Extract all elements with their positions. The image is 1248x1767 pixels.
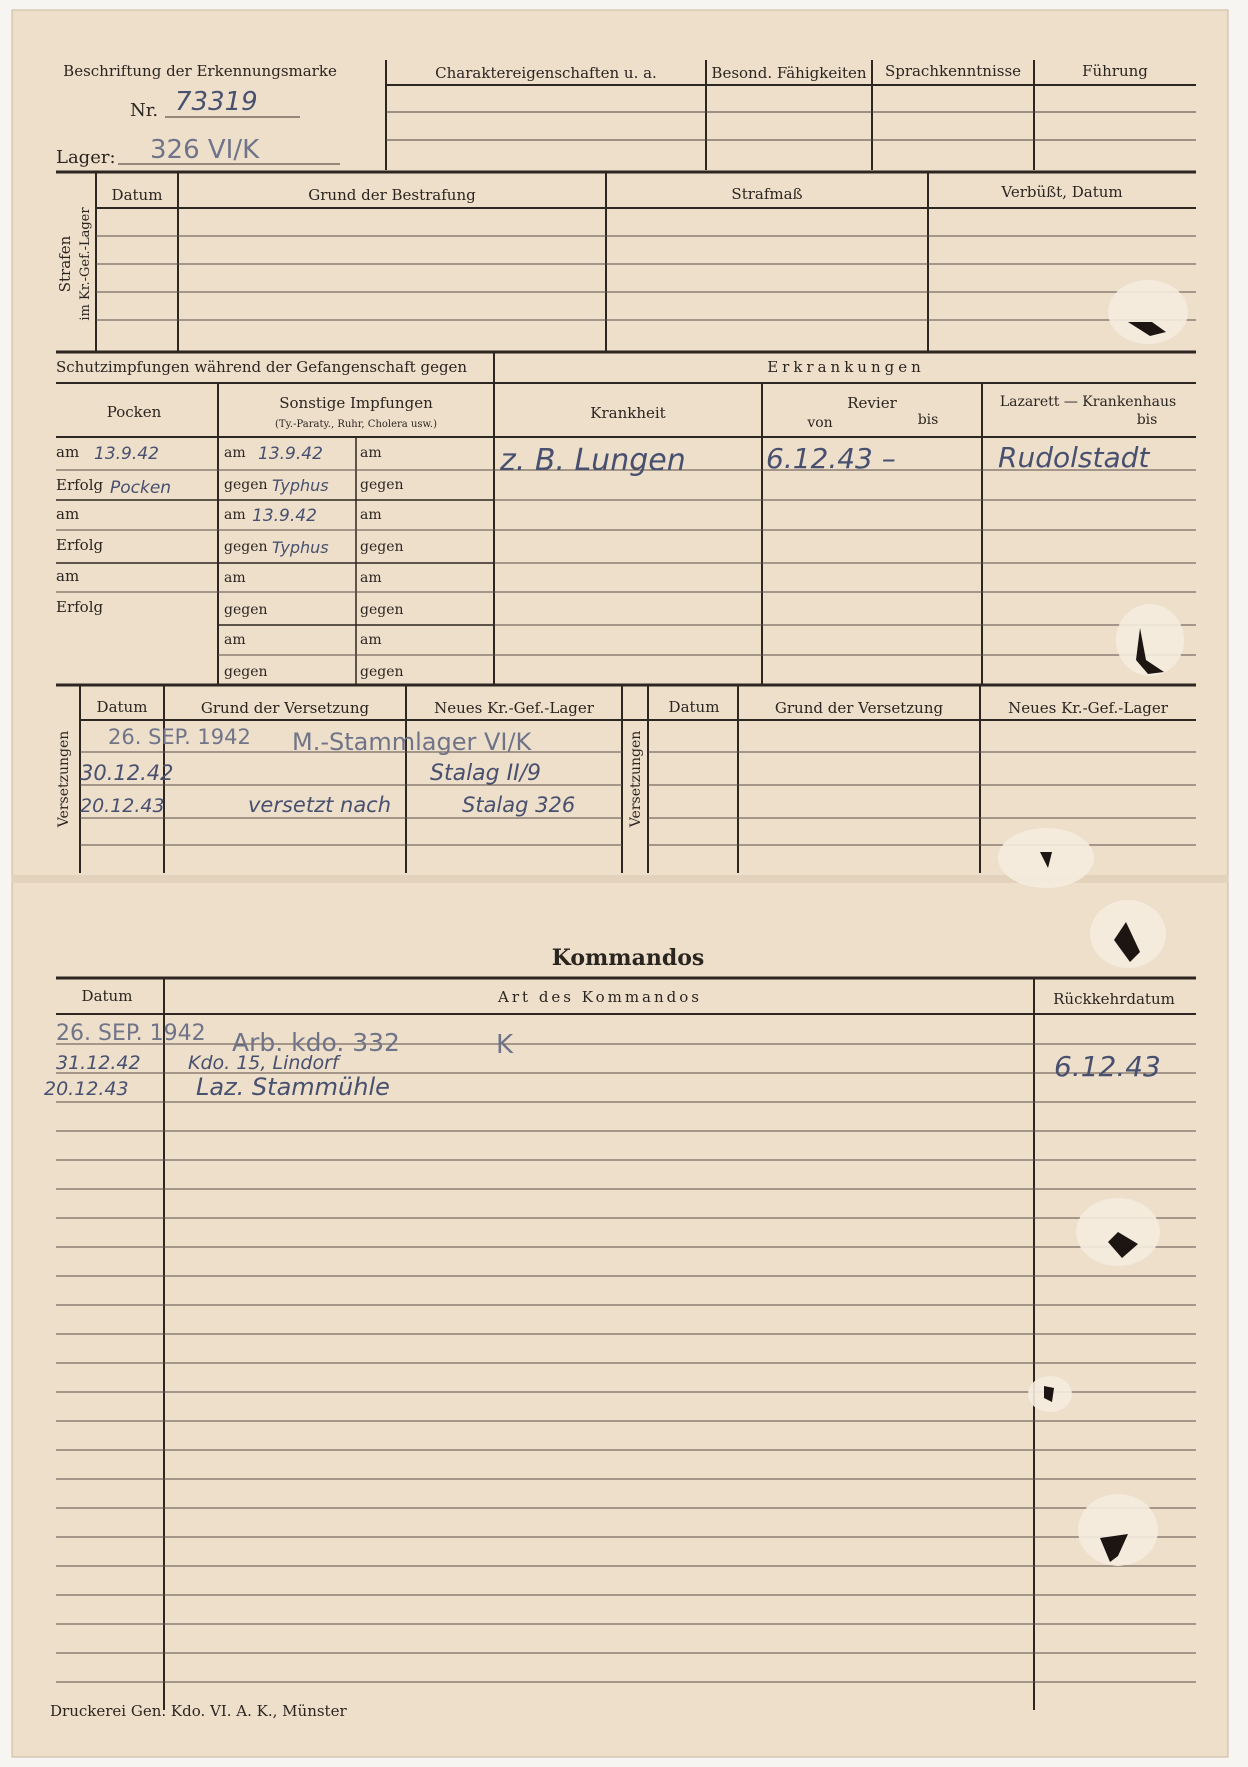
punch-hole (1028, 1376, 1072, 1412)
tag-title: Beschriftung der Erkennungsmarke (63, 62, 337, 80)
vers-row-date: 20.12.43 (80, 795, 165, 817)
vers-row-lager: Stalag II/9 (430, 761, 542, 786)
kdo-rueckkehr: 6.12.43 (1054, 1050, 1161, 1083)
tag-nr-label: Nr. (130, 100, 159, 121)
tag-lager-stamp: 326 VI/K (150, 135, 260, 165)
vers-col-lager-2: Neues Kr.-Gef.-Lager (1008, 699, 1168, 717)
strafen-col-strafmass: Strafmaß (731, 185, 803, 203)
sonst-gegen-label: gegen (224, 602, 268, 618)
col-sprachkenntnisse: Sprachkenntnisse (884, 62, 1022, 80)
strafen-side-sublabel: im Kr.-Gef.-Lager (78, 207, 93, 321)
kdo-row-date: 31.12.42 (56, 1052, 141, 1074)
pocken-am-label: am (56, 443, 80, 461)
hw-lazarett: Rudolstadt (998, 441, 1150, 474)
col-faehigkeiten: Besond. Fähigkeiten (711, 64, 867, 82)
vers-col-datum: Datum (96, 698, 148, 716)
vers-col-grund: Grund der Versetzung (200, 699, 370, 717)
punch-hole (1076, 1198, 1160, 1266)
hw-sonst2-gegen: Typhus (272, 538, 329, 557)
hw-krankheit: z. B. Lungen (500, 443, 686, 478)
sonst-gegen-label: gegen (360, 477, 404, 493)
vers-side-label-left: Versetzungen (56, 730, 72, 828)
sonst-am-label: am (360, 445, 382, 461)
sonst-am-label: am (224, 570, 246, 586)
erk-title: Erkrankungen (767, 358, 925, 376)
sonst-am-label: am (360, 632, 382, 648)
sonst-gegen-label: gegen (360, 539, 404, 555)
kdo-stamp-date: 26. SEP. 1942 (56, 1021, 206, 1046)
kdo-stamp-text: Arb. kdo. 332 (232, 1028, 400, 1057)
pocken-erfolg-label: Erfolg (56, 476, 104, 494)
erk-revier-bis: bis (917, 412, 939, 428)
kdo-col-art: Art des Kommandos (498, 988, 702, 1006)
punch-hole (1116, 604, 1184, 676)
punch-hole (1108, 280, 1188, 344)
strafen-col-grund: Grund der Bestrafung (308, 186, 476, 204)
kommandos-title: Kommandos (551, 945, 705, 971)
sonst-am-label: am (224, 632, 246, 648)
kdo-stamp-mark: K (496, 1030, 514, 1060)
strafen-side-label: Strafen (56, 235, 74, 293)
impf-title: Schutzimpfungen während der Gefangenschaft gegen (56, 358, 468, 376)
impf-col-sonstige: Sonstige Impfungen (279, 394, 433, 412)
vers-col-grund-2: Grund der Versetzung (774, 699, 944, 717)
sonst-am-label: am (224, 507, 246, 523)
erk-lazarett-bis: bis (1136, 412, 1158, 428)
vers-row-lager: Stalag 326 (462, 793, 576, 817)
kdo-row-art: Kdo. 15, Lindorf (188, 1052, 339, 1074)
erk-col-lazarett: Lazarett — Krankenhaus (999, 394, 1177, 410)
vers-side-label-right: Versetzungen (628, 730, 644, 828)
printer-imprint: Druckerei Gen. Kdo. VI. A. K., Münster (50, 1702, 347, 1720)
pocken-erfolg-label: Erfolg (56, 598, 104, 616)
sonst-am-label: am (360, 507, 382, 523)
sonst-am-label: am (224, 445, 246, 461)
strafen-col-datum: Datum (111, 186, 163, 204)
kdo-row-date: 20.12.43 (44, 1078, 129, 1100)
punch-hole (998, 828, 1094, 888)
strafen-col-verbuesst: Verbüßt, Datum (1001, 183, 1123, 201)
pocken-am-label: am (56, 505, 80, 523)
hw-sonst1-gegen: Typhus (272, 476, 329, 495)
punch-hole (1078, 1494, 1158, 1566)
erk-col-krankheit: Krankheit (590, 404, 666, 422)
erk-revier-von: von (807, 415, 833, 431)
col-charakter: Charaktereigenschaften u. a. (435, 64, 657, 82)
sonst-gegen-label: gegen (224, 539, 268, 555)
hw-revier-von: 6.12.43 – (766, 442, 896, 475)
impf-col-pocken: Pocken (106, 403, 162, 421)
punch-hole (1090, 900, 1166, 968)
vers-row-grund: versetzt nach (248, 793, 392, 817)
col-fuehrung: Führung (1082, 62, 1148, 80)
sonst-am-label: am (360, 570, 382, 586)
erk-col-revier: Revier (847, 394, 897, 412)
sonst-gegen-label: gegen (224, 477, 268, 493)
pocken-am-label: am (56, 567, 80, 585)
vers-col-lager: Neues Kr.-Gef.-Lager (434, 699, 594, 717)
hw-sonst1-am: 13.9.42 (258, 444, 323, 464)
sonst-gegen-label: gegen (224, 664, 268, 680)
kdo-col-rueckkehr: Rückkehrdatum (1053, 990, 1175, 1008)
tag-nr-value: 73319 (175, 87, 258, 117)
hw-pocken-am: 13.9.42 (94, 444, 159, 464)
vers-col-datum-2: Datum (668, 698, 720, 716)
hw-sonst2-am: 13.9.42 (252, 506, 317, 526)
hw-pocken-erfolg: Pocken (110, 478, 172, 498)
pocken-erfolg-label: Erfolg (56, 536, 104, 554)
kdo-row-art: Laz. Stammühle (196, 1073, 390, 1101)
vers-stamp-text: M.-Stammlager VI/K (292, 728, 532, 756)
impf-col-sonstige-sub: (Ty.-Paraty., Ruhr, Cholera usw.) (275, 419, 437, 430)
vers-stamp-date: 26. SEP. 1942 (108, 725, 251, 749)
sonst-gegen-label: gegen (360, 602, 404, 618)
kdo-col-datum: Datum (81, 987, 133, 1005)
tag-lager-label: Lager: (56, 147, 116, 168)
sonst-gegen-label: gegen (360, 664, 404, 680)
vers-row-date: 30.12.42 (80, 761, 174, 785)
